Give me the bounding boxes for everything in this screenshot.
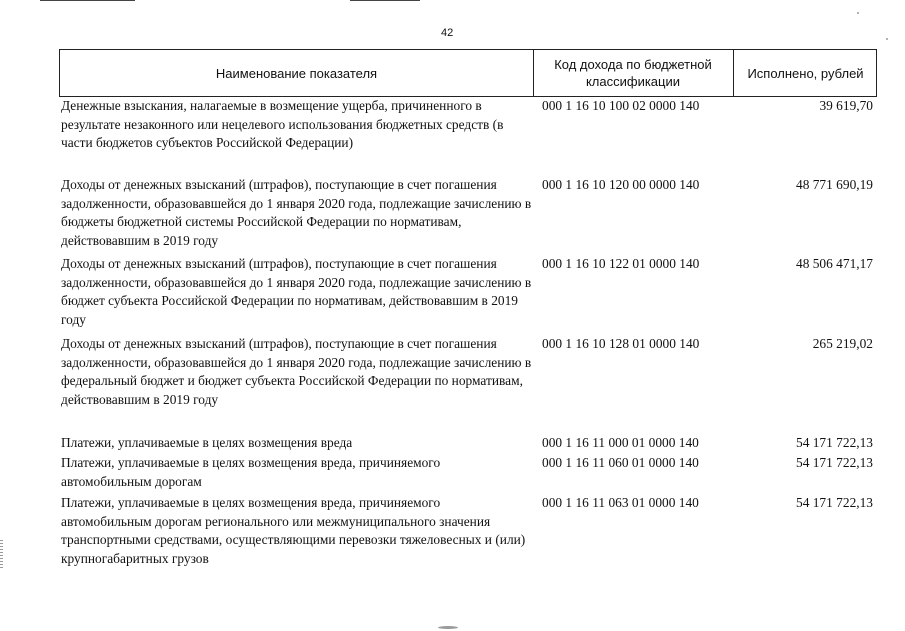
row-code: 000 1 16 11 063 01 0000 140	[542, 495, 699, 510]
row-name: Платежи, уплачиваемые в целях возмещения вреда	[61, 435, 353, 450]
row-name: Платежи, уплачиваемые в целях возмещения вреда, причиняемого автомобильным дорогам регионального или межмуниципального значения транспортными средствами, осуществляющими перевозки тяжеловесных и (или) крупногабаритных грузов	[61, 495, 526, 567]
scan-speck	[886, 38, 888, 40]
row-code: 000 1 16 11 000 01 0000 140	[542, 435, 699, 450]
row-name: Доходы от денежных взысканий (штрафов), поступающие в счет погашения задолженности, образовавшейся до 1 января 2020 года, подлежащие зачислению в федеральный бюджет и бюджет субъекта Российской Федерации по нормативам, действовавшим в 2019 году	[61, 336, 532, 408]
row-code: 000 1 16 10 122 01 0000 140	[542, 256, 700, 271]
table-header	[59, 49, 877, 97]
scan-speck	[857, 12, 859, 14]
row-name: Доходы от денежных взысканий (штрафов), поступающие в счет погашения задолженности, образовавшейся до 1 января 2020 года, подлежащие зачислению в бюджеты бюджетной системы Российской Федерации по нормативам, действовавшим в 2019 году	[61, 177, 532, 249]
page-number: 42	[441, 27, 454, 39]
scan-top-rule-left	[40, 0, 135, 1]
revenue-table	[59, 49, 877, 567]
row-name: Платежи, уплачиваемые в целях возмещения вреда, причиняемого автомобильным дорогам	[61, 455, 441, 489]
row-amount: 54 171 722,13	[796, 455, 873, 470]
row-name: Денежные взыскания, налагаемые в возмещение ущерба, причиненного в результате незаконного или нецелевого использования бюджетных средств (в части бюджетов субъектов Российской Федерации)	[61, 98, 504, 151]
row-amount: 39 619,70	[819, 98, 873, 113]
scan-edge-mark	[0, 540, 3, 570]
header-amount-column: Исполнено, рублей	[747, 65, 864, 81]
row-amount: 265 219,02	[812, 336, 873, 351]
row-amount: 48 506 471,17	[796, 256, 873, 271]
row-code: 000 1 16 10 128 01 0000 140	[542, 336, 700, 351]
scan-speck	[438, 626, 458, 629]
row-code: 000 1 16 10 100 02 0000 140	[542, 98, 700, 113]
header-name-column: Наименование показателя	[60, 50, 534, 96]
header-code-column: Код дохода по бюджетной классификации	[533, 50, 734, 96]
row-code: 000 1 16 10 120 00 0000 140	[542, 177, 700, 192]
scan-top-rule-right	[350, 0, 420, 1]
row-amount: 48 771 690,19	[796, 177, 873, 192]
row-code: 000 1 16 11 060 01 0000 140	[542, 455, 699, 470]
row-amount: 54 171 722,13	[796, 435, 873, 450]
row-amount: 54 171 722,13	[796, 495, 873, 510]
row-name: Доходы от денежных взысканий (штрафов), поступающие в счет погашения задолженности, образовавшейся до 1 января 2020 года, подлежащие зачислению в бюджет субъекта Российской Федерации по нормативам, действовавшим в 2019 году	[61, 256, 532, 328]
